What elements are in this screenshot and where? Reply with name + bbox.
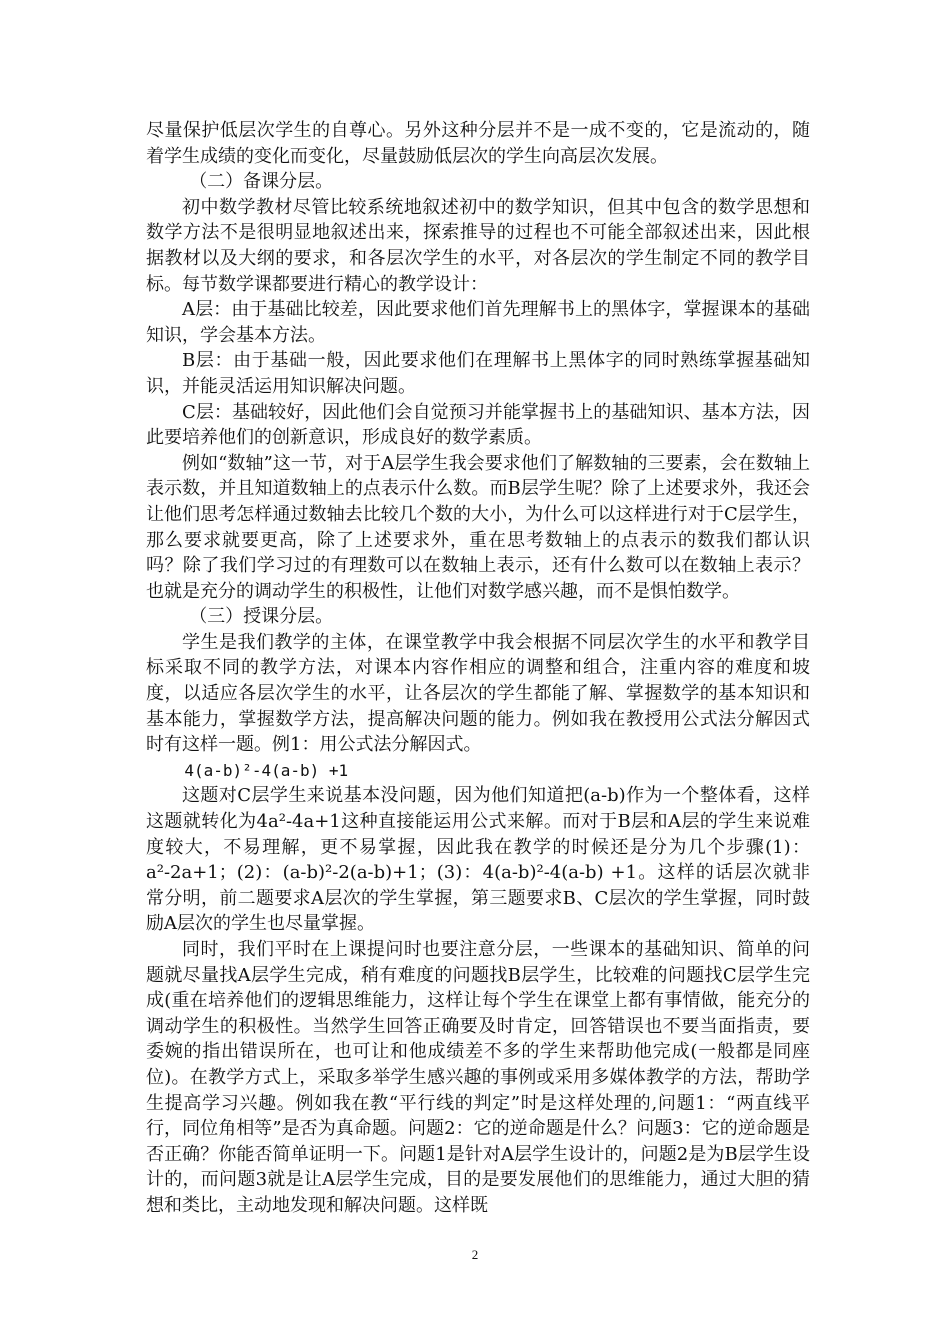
paragraph-textbook-intro: 初中数学教材尽管比较系统地叙述初中的数学知识，但其中包含的数学思想和数学方法不是很明显地叙述出来，探索推导的过程也不可能全部叙述出来，因此根据教材以及大纲的要求，和各层次学生的水平，对各层次的学生制定不同的教学目标。每节数学课都要进行精心的教学设计： (146, 196, 810, 295)
section-heading-teaching: （三）授课分层。 (189, 606, 334, 628)
paragraph-level-b: B层：由于基础一般，因此要求他们在理解书上黑体字的同时熟练掌握基础知识，并能灵活运用知识解决问题。 (146, 350, 810, 397)
paragraph-teaching-intro: 学生是我们教学的主体，在课堂教学中我会根据不同层次学生的水平和教学目标采取不同的教学方法，对课本内容作相应的调整和组合，注重内容的难度和坡度，以适应各层次学生的水平，让各层次的学生都能了解、掌握数学的基本知识和基本能力，掌握数学方法，提高解决问题的能力。例如我在教授用公式法分解因式时有这样一题。例1：用公式法分解因式。 (146, 631, 810, 756)
paragraph-questioning: 同时，我们平时在上课提问时也要注意分层，一些课本的基础知识、简单的问题就尽量找A层学生完成，稍有难度的问题找B层学生，比较难的问题找C层学生完成(重在培养他们的逻辑思维能力，这样让每个学生在课堂上都有事情做，能充分的调动学生的积极性。当然学生回答正确要及时肯定，回答错误也不要当面指责，要委婉的指出错误所在，也可让和他成绩差不多的学生来帮助他完成(一般都是同座位)。在教学方式上，采取多举学生感兴趣的事例或采用多媒体教学的方法，帮助学生提高学习兴趣。例如我在教“平行线的判定”时是这样处理的,问题1：“两直线平行，同位角相等”是否为真命题。问题2：它的逆命题是什么？问题3：它的逆命题是否正确？你能否简单证明一下。问题1是针对A层学生设计的，问题2是为B层学生设计的，而问题3就是让A层学生完成，目的是要发展他们的思维能力，通过大胆的猜想和类比，主动地发现和解决问题。这样既 (146, 939, 810, 1216)
document-body (146, 118, 810, 1219)
paragraph-number-line-example: 例如“数轴”这一节，对于A层学生我会要求他们了解数轴的三要素，会在数轴上表示数，并且知道数轴上的点表示什么数。而B层学生呢？除了上述要求外，我还会让他们思考怎样通过数轴去比较几个数的大小，为什么可以这样进行对于C层学生，那么要求就要更高，除了上述要求外，重在思考数轴上的点表示的数我们都认识吗？除了我们学习过的有理数可以在数轴上表示，还有什么数可以在数轴上表示？也就是充分的调动学生的积极性，让他们对数学感兴趣，而不是惧怕数学。 (146, 452, 810, 602)
paragraph-formula-explanation: 这题对C层学生来说基本没问题，因为他们知道把(a-b)作为一个整体看，这样这题就转化为4a²-4a+1这种直接能运用公式来解。而对于B层和A层的学生来说难度较大，不易理解，更不易掌握，因此我在教学的时候还是分为几个步骤(1)：a²-2a+1；(2)：(a-b)²-2(a-b)+1；(3)：4(a-b)²-4(a-b) +1。这样的话层次就非常分明，前二题要求A层次的学生掌握，第三题要求B、C层次的学生掌握，同时鼓励A层次的学生也尽量掌握。 (146, 785, 810, 935)
paragraph-level-a: A层：由于基础比较差，因此要求他们首先理解书上的黑体字，掌握课本的基础知识，学会基本方法。 (146, 299, 810, 346)
math-formula: 4(a-b)²-4(a-b) +1 (184, 760, 349, 780)
paragraph-continuation: 尽量保护低层次学生的自尊心。另外这种分层并不是一成不变的，它是流动的，随着学生成绩的变化而变化，尽量鼓励低层次的学生向高层次发展。 (146, 120, 810, 167)
page-number: 2 (471, 1247, 479, 1262)
section-heading-lesson-prep: （二）备课分层。 (189, 171, 334, 193)
paragraph-level-c: C层：基础较好，因此他们会自觉预习并能掌握书上的基础知识、基本方法，因此要培养他们的创新意识，形成良好的数学素质。 (146, 401, 810, 449)
